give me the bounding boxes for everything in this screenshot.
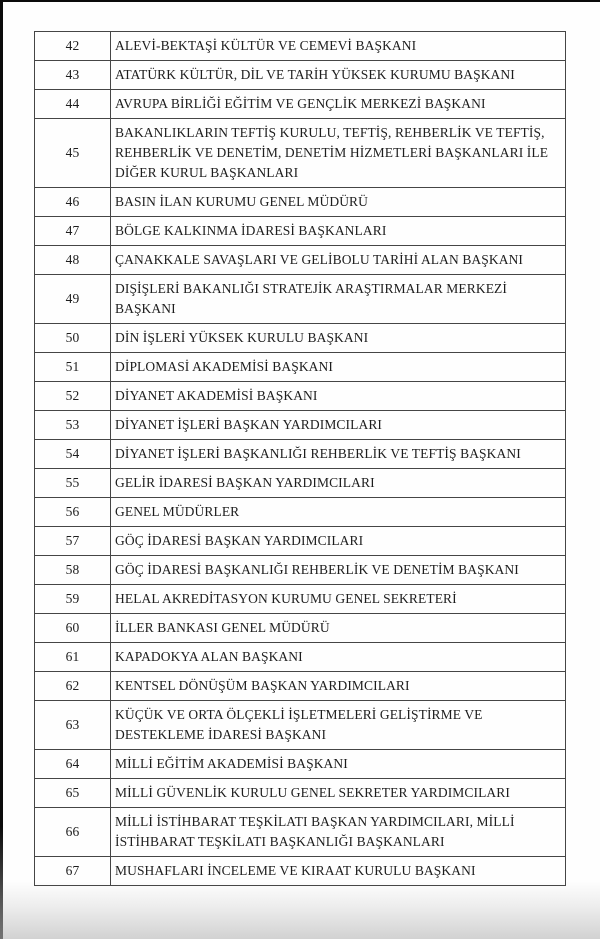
row-title-cell: DİYANET AKADEMİSİ BAŞKANI	[111, 382, 566, 411]
row-number-cell: 42	[35, 32, 111, 61]
table-row	[35, 32, 566, 61]
table-row	[35, 701, 566, 750]
scan-edge-left	[0, 0, 3, 939]
row-number-cell: 49	[35, 275, 111, 324]
row-number-cell: 51	[35, 353, 111, 382]
row-number-cell: 44	[35, 90, 111, 119]
row-number-cell: 66	[35, 808, 111, 857]
row-number-cell: 56	[35, 498, 111, 527]
row-title-cell: HELAL AKREDİTASYON KURUMU GENEL SEKRETERİ	[111, 585, 566, 614]
row-title-cell: GELİR İDARESİ BAŞKAN YARDIMCILARI	[111, 469, 566, 498]
table-row	[35, 188, 566, 217]
table-row	[35, 527, 566, 556]
row-number-cell: 55	[35, 469, 111, 498]
table-row	[35, 469, 566, 498]
table-row	[35, 857, 566, 886]
row-title-cell: KENTSEL DÖNÜŞÜM BAŞKAN YARDIMCILARI	[111, 672, 566, 701]
row-title-cell: BAKANLIKLARIN TEFTİŞ KURULU, TEFTİŞ, REHBERLİK VE TEFTİŞ, REHBERLİK VE DENETİM, DENETİM HİZMETLERİ BAŞKANLARI İLE DİĞER KURUL BAŞKANLARI	[111, 119, 566, 188]
row-number-cell: 53	[35, 411, 111, 440]
row-title-cell: İLLER BANKASI GENEL MÜDÜRÜ	[111, 614, 566, 643]
row-title-cell: MİLLİ İSTİHBARAT TEŞKİLATI BAŞKAN YARDIMCILARI, MİLLİ İSTİHBARAT TEŞKİLATI BAŞKANLIĞI BAŞKANLARI	[111, 808, 566, 857]
row-title-cell: DİYANET İŞLERİ BAŞKANLIĞI REHBERLİK VE TEFTİŞ BAŞKANI	[111, 440, 566, 469]
row-title-cell: GÖÇ İDARESİ BAŞKAN YARDIMCILARI	[111, 527, 566, 556]
positions-table-body	[35, 32, 566, 886]
table-row	[35, 246, 566, 275]
row-number-cell: 54	[35, 440, 111, 469]
row-number-cell: 67	[35, 857, 111, 886]
scan-edge-top	[0, 0, 600, 2]
table-row	[35, 217, 566, 246]
row-title-cell: MİLLİ GÜVENLİK KURULU GENEL SEKRETER YARDIMCILARI	[111, 779, 566, 808]
table-row	[35, 643, 566, 672]
table-row	[35, 750, 566, 779]
row-number-cell: 61	[35, 643, 111, 672]
row-number-cell: 58	[35, 556, 111, 585]
row-number-cell: 43	[35, 61, 111, 90]
row-title-cell: DİN İŞLERİ YÜKSEK KURULU BAŞKANI	[111, 324, 566, 353]
table-row	[35, 672, 566, 701]
row-title-cell: GENEL MÜDÜRLER	[111, 498, 566, 527]
row-title-cell: BÖLGE KALKINMA İDARESİ BAŞKANLARI	[111, 217, 566, 246]
row-title-cell: AVRUPA BİRLİĞİ EĞİTİM VE GENÇLİK MERKEZİ BAŞKANI	[111, 90, 566, 119]
row-title-cell: GÖÇ İDARESİ BAŞKANLIĞI REHBERLİK VE DENETİM BAŞKANI	[111, 556, 566, 585]
row-title-cell: DİYANET İŞLERİ BAŞKAN YARDIMCILARI	[111, 411, 566, 440]
row-number-cell: 45	[35, 119, 111, 188]
row-title-cell: KAPADOKYA ALAN BAŞKANI	[111, 643, 566, 672]
row-number-cell: 63	[35, 701, 111, 750]
table-row	[35, 556, 566, 585]
row-number-cell: 64	[35, 750, 111, 779]
row-title-cell: DIŞİŞLERİ BAKANLIĞI STRATEJİK ARAŞTIRMALAR MERKEZİ BAŞKANI	[111, 275, 566, 324]
table-row	[35, 440, 566, 469]
table-row	[35, 498, 566, 527]
row-title-cell: BASIN İLAN KURUMU GENEL MÜDÜRÜ	[111, 188, 566, 217]
row-number-cell: 62	[35, 672, 111, 701]
row-number-cell: 46	[35, 188, 111, 217]
row-title-cell: MUSHAFLARI İNCELEME VE KIRAAT KURULU BAŞKANI	[111, 857, 566, 886]
table-row	[35, 585, 566, 614]
table-row	[35, 614, 566, 643]
positions-table	[34, 31, 566, 886]
row-number-cell: 57	[35, 527, 111, 556]
table-row	[35, 275, 566, 324]
table-row	[35, 779, 566, 808]
table-row	[35, 61, 566, 90]
table-row	[35, 119, 566, 188]
table-row	[35, 324, 566, 353]
table-row	[35, 382, 566, 411]
row-number-cell: 60	[35, 614, 111, 643]
row-title-cell: KÜÇÜK VE ORTA ÖLÇEKLİ İŞLETMELERİ GELİŞTİRME VE DESTEKLEME İDARESİ BAŞKANI	[111, 701, 566, 750]
table-row	[35, 411, 566, 440]
row-title-cell: ALEVİ-BEKTAŞİ KÜLTÜR VE CEMEVİ BAŞKANI	[111, 32, 566, 61]
row-title-cell: MİLLİ EĞİTİM AKADEMİSİ BAŞKANI	[111, 750, 566, 779]
row-number-cell: 52	[35, 382, 111, 411]
row-number-cell: 59	[35, 585, 111, 614]
table-row	[35, 808, 566, 857]
row-number-cell: 65	[35, 779, 111, 808]
scan-bottom-shadow	[0, 881, 600, 939]
row-number-cell: 50	[35, 324, 111, 353]
row-number-cell: 47	[35, 217, 111, 246]
row-title-cell: DİPLOMASİ AKADEMİSİ BAŞKANI	[111, 353, 566, 382]
table-row	[35, 353, 566, 382]
row-number-cell: 48	[35, 246, 111, 275]
table-row	[35, 90, 566, 119]
row-title-cell: ATATÜRK KÜLTÜR, DİL VE TARİH YÜKSEK KURUMU BAŞKANI	[111, 61, 566, 90]
row-title-cell: ÇANAKKALE SAVAŞLARI VE GELİBOLU TARİHİ ALAN BAŞKANI	[111, 246, 566, 275]
